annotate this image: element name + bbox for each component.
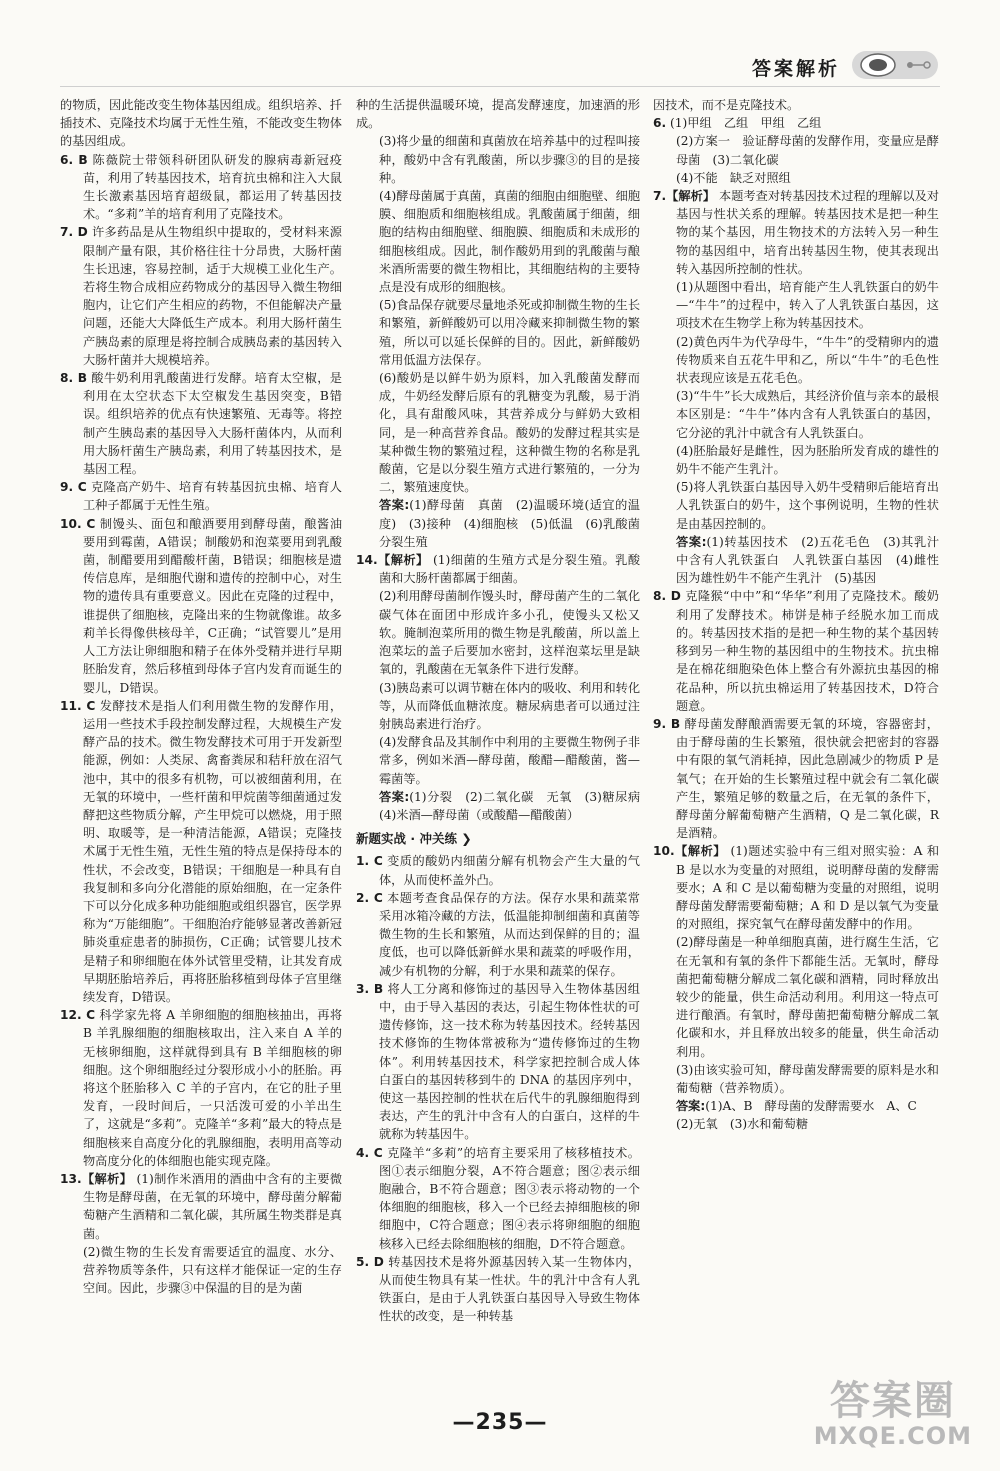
item-text: 变质的酸奶内细菌分解有机物会产生大量的气体，从而使杯盖外凸。 [379,854,640,887]
item-number: 7.【解析】 [653,189,716,204]
sub-paragraph: (3)由该实验可知，酵母菌发酵需要的原料是水和葡萄糖（营养物质）。 [676,1062,939,1095]
item-number: 1. C [356,854,383,869]
paragraph: 因技术，而不是克隆技术。 [653,98,800,112]
item-number: 8. D [653,589,681,604]
item-text: 许多药品是从生物组织中提取的，受材料来源限制产量有限，其价格往往十分昂贵，大肠杆菌生长迅速，容易控制，适于大规模工业化生产。若将生物合成相应药物成分的基因导入微生物细胞内，让它们产生相应的药物，不但能解决产量问题，还能大大降低生产成本。利用大肠杆菌生产胰岛素的原理是将控制合成胰岛素的基因转入大肠杆菌并大规模培养。 [83,225,342,367]
item-number: 6. [653,116,667,131]
item-text: 科学家先将 A 羊卵细胞的细胞核抽出，再将 B 羊乳腺细胞的细胞核取出，注入来自 A 羊的无核卵细胞，这样就得到具有 B 羊细胞核的卵细胞。这个卵细胞经过分裂形成小小的胚胎。再将这个胚胎移入 C 羊的子宫内，在它的肚子里发育，一段时间后，一只活泼可爱的小羊出生了，这就是“多莉”。克隆羊“多莉”最大的特点是细胞核来自高度分化的乳腺细胞，表明用高等动物高度分化的体细胞也能实现克隆。 [83,1008,343,1168]
paragraph: 种的生活提供温暖环境，提高发酵速度，加速酒的形成。 [356,98,640,131]
item-text: 克隆羊“多莉”的培育主要采用了核移植技术。图①表示细胞分裂，A不符合题意；图②表示细胞融合，B不符合题意；图③表示将动物的一个体细胞的细胞核，移入一个已经去掉细胞核的卵细胞中，C符合题意；图④表示将卵细胞的细胞核移入已经去除细胞核的细胞，D不符合题意。 [379,1145,640,1251]
answer-item [653,187,939,278]
item-number: 12. C [60,1008,96,1023]
answer-item [356,551,640,587]
column-right [653,96,952,1134]
answer-label: 答案: [379,789,410,804]
sub-paragraph: (3)“牛牛”长大成熟后，其经济价值与亲本的最根本区别是：“牛牛”体内含有人乳铁蛋白的基因，它分泌的乳汁中就含有人乳铁蛋白。 [676,389,939,440]
sub-paragraph: (4)酵母菌属于真菌，真菌的细胞由细胞壁、细胞膜、细胞质和细胞核组成。乳酸菌属于细菌，细胞的结构由细胞壁、细胞膜、细胞质和未成形的细胞核组成。因此，制作酸奶用到的乳酸菌与酿米酒所需要的微生物相比，其细胞结构的主要特点是没有成形的细胞核。 [379,189,641,295]
item-text: 酸牛奶利用乳酸菌进行发酵。培育太空椒，是利用在太空状态下太空椒发生基因突变，B错误。组织培养的优点有快速繁殖、无毒等。将控制产生胰岛素的基因导入大肠杆菌体内，从而利用大肠杆菌生产胰岛素，利用了转基因技术，是基因工程。 [83,371,342,477]
answer-line [653,1097,939,1115]
item-number: 13.【解析】 [60,1171,133,1186]
column-left [60,96,342,1297]
item-text: (1)甲组 乙组 甲组 乙组 [670,116,822,131]
item-number: 5. D [356,1254,384,1269]
item-number: 14.【解析】 [356,553,429,568]
section-heading: 新题实战 · 冲关练 ❯ [356,831,472,847]
answer-label: 答案: [676,534,707,549]
sub-paragraph: (2)利用酵母菌制作馒头时，酵母菌产生的二氧化碳气体在面团中形成许多小孔，使馒头又松又软。腌制泡菜所用的微生物是乳酸菌，所以盖上泡菜坛的盖子后要加水密封，这样泡菜坛里是缺氧的，乳酸菌在无氧条件下进行发酵。 [379,589,641,677]
answer-item [653,842,939,933]
item-text: 克隆猴“中中”和“华华”利用了克隆技术。酸奶利用了发酵技术。柿饼是柿子经脱水加工而成的。转基因技术指的是把一种生物的某个基因转移到另一种生物的基因组中的生物技术。抗虫棉是在棉花细胞染色体上整合有外源抗虫基因的棉花品种，所以抗虫棉运用了转基因技术，D符合题意。 [676,589,939,713]
answer-item [653,587,939,714]
item-number: 10.【解析】 [653,844,727,859]
column-middle [356,96,653,1326]
watermark-text: 答案圈 [829,1378,956,1424]
sub-paragraph: (4)不能 缺乏对照组 [676,170,791,185]
item-text: 克隆高产奶牛、培育有转基因抗虫棉、培育人工种子都属于无性生殖。 [83,480,342,513]
item-text: (1)制作米酒用的酒曲中含有的主要微生物是酵母菌，在无氧的环境中，酵母菌分解葡萄糖产生酒精和二氧化碳，其所属生物类群是真菌。 [83,1171,343,1241]
sub-paragraph: (2)无氧 (3)水和葡萄糖 [676,1117,809,1132]
watermark-logo [814,1379,972,1449]
item-number: 7. D [60,225,88,240]
answer-text: (1)分裂 (2)二氧化碳 无氧 (3)糖尿病 (4)米酒—酵母菌（或酸醋—醋酸菌） [379,789,653,822]
item-number: 6. B [60,152,88,167]
answer-item [60,369,342,478]
item-text: 本题考查对转基因技术过程的理解以及对基因与性状关系的理解。转基因技术是把一种生物的某个基因，用生物技术的方法转入另一种生物的基因组中，培育出转基因生物，使其表现出转入基因所控制的性状。 [676,189,940,276]
answer-label: 答案: [676,1099,706,1114]
header-rule [60,86,940,87]
item-number: 9. B [653,716,681,731]
item-text: 发酵技术是指人们利用微生物的发酵作用，运用一些技术手段控制发酵过程，大规模生产发酵产品的技术。微生物发酵技术可用于开发新型能源，例如：人类尿、禽畜粪尿和秸秆放在沼气池中，其中的很多有机物，可以被细菌利用，在无氧的环境中，一些杆菌和甲烷菌等细菌通过发酵把这些物质分解，产生甲烷可以燃烧，用于照明、取暖等，是一种清洁能源，A错误；克隆技术属于无性生殖，无性生殖的特点是保持母本的性状，不会改变，B错误；干细胞是一种具有自我复制和多向分化潜能的原始细胞，在一定条件下可以分化成多种功能细胞或组织器官，医学界称为“万能细胞”。干细胞治疗能够显著改善新冠肺炎重症患者的肺损伤，C正确；试管婴儿技术是精子和卵细胞在体外试管里受精，让其发育成早期胚胎培养后，再将胚胎移植到母体子宫里继续发育，D错误。 [83,698,343,1004]
paragraph: 的物质，因此能改变生物体基因组成。组织培养、扦插技术、克隆技术均属于无性生殖，不能改变生物体的基因组成。 [60,98,342,149]
item-number: 2. C [356,890,383,905]
sub-paragraph: (4)发酵食品及其制作中利用的主要微生物例子非常多，例如米酒—酵母菌，酸醋—醋酸菌，酱—霉菌等。 [379,735,641,786]
item-number: 10. C [60,516,96,531]
page-number: —235— [452,1410,548,1435]
page-header [0,48,1000,96]
item-text: 本题考查食品保存的方法。保存水果和蔬菜常采用冰箱冷藏的方法，低温能抑制细菌和真菌等微生物的生长和繁殖，从而达到保鲜的目的；温度低，也可以降低新鲜水果和蔬菜的呼吸作用，减少有机物的分解，利于水果和蔬菜的保存。 [379,890,640,978]
sub-paragraph: (2)方案一 验证酵母菌的发酵作用，变量应是酵母菌 (3)二氧化碳 [676,134,939,167]
sub-paragraph: (3)胰岛素可以调节糖在体内的吸收、利用和转化等，从而降低血糖浓度。糖尿病患者可以通过注射胰岛素进行治疗。 [379,680,641,731]
item-text: 制馒头、面包和酿酒要用到酵母菌，酿酱油要用到霉菌，A错误；制酸奶和泡菜要用到乳酸菌，制醋要用到醋酸杆菌，B错误；细胞核是遗传信息库，是细胞代谢和遗传的控制中心，对生物的遗传具有重要意义。因此在克隆的过程中，谁提供了细胞核，克隆出来的生物就像谁。故多莉羊长得像供核母羊，C正确；“试管婴儿”是用人工方法让卵细胞和精子在体外受精并进行早期胚胎发育，然后移植到母体子宫内发育而诞生的婴儿，D错误。 [83,516,343,695]
answer-text: (1)酵母菌 真菌 (2)温暖环境(适宜的温度) (3)接种 (4)细胞核 (5)低温 (6)乳酸菌 分裂生殖 [379,498,653,549]
watermark-url: MXQE.COM [813,1422,972,1450]
answer-item [653,114,939,132]
sub-paragraph: (2)黄色丙牛为代孕母牛，“牛牛”的受精卵内的遗传物质来自五花牛甲和乙，所以“牛牛”的毛色性状表现应该是五花毛色。 [676,334,939,386]
answer-label: 答案: [379,498,410,513]
item-number: 9. C [60,480,87,495]
item-text: (1)题述实验中有三组对照实验：A 和 B 是以水为变量的对照组，说明酵母菌的发酵需要水；A 和 C 是以葡萄糖为变量的对照组，说明酵母菌发酵需要葡萄糖；A 和 D 是以氧气为变量的对照组，探究氧气在酵母菌发酵中的作用。 [676,844,940,932]
answer-item [356,889,640,980]
item-number: 11. C [60,698,96,713]
answer-item [653,715,939,842]
item-number: 8. B [60,371,88,386]
item-text: 酵母菌发酵酿酒需要无氧的环境，容器密封，由于酵母菌的生长繁殖，很快就会把密封的容器中有限的氧气消耗掉，因此急剧减少的物质 P 是氧气；在开始的生长繁殖过程中就会有二氧化碳产生，繁殖足够的数量之后，在无氧的条件下，酵母菌分解葡萄糖产生酒精，Q 是二氧化碳，R 是酒精。 [676,716,939,841]
header-decoration-icon [852,48,938,82]
answer-item [356,980,640,1144]
answer-text: (1)A、B 酵母菌的发酵需要水 A、C [705,1099,917,1114]
item-text: 转基因技术是将外源基因转入某一生物体内，从而使生物具有某一性状。牛的乳汁中含有人乳铁蛋白，是由于人乳铁蛋白基因导入导致生物体性状的改变，是一种转基 [379,1254,641,1324]
answer-line [653,533,952,588]
sub-paragraph: (5)食品保存就要尽量地杀死或抑制微生物的生长和繁殖，新鲜酸奶可以用冷藏来抑制微生物的繁殖，所以可以延长保鲜的目的。因此，新鲜酸奶常用低温方法保存。 [379,298,641,367]
item-number: 4. C [356,1145,383,1160]
sub-paragraph: (4)胚胎最好是雌性，因为胚胎所发育成的雄性的奶牛不能产生乳汁。 [676,443,939,477]
answer-item [60,151,342,224]
header-title: 答案解析 [751,58,840,80]
sub-paragraph: (1)从题图中看出，培育能产生人乳铁蛋白的奶牛—“牛牛”的过程中，转入了人乳铁蛋白基因，这项技术在生物学上称为转基因技术。 [676,280,939,331]
item-number: 3. B [356,981,384,996]
answer-item [60,515,342,697]
item-text: (1)细菌的生殖方式是分裂生殖。乳酸菌和大肠杆菌都属于细菌。 [379,553,641,586]
answer-line [356,496,653,551]
answer-text: (1)转基因技术 (2)五花毛色 (3)其乳汁中含有人乳铁蛋白 人乳铁蛋白基因 (4)雌性 因为雄性奶牛不能产生乳汁 (5)基因 [676,534,952,586]
item-text: 陈薇院士带领科研团队研发的腺病毒新冠疫苗，利用了转基因技术，培育抗虫棉和注入大鼠生长激素基因培育超级鼠，都运用了转基因技术。“多莉”羊的培育利用了克隆技术。 [83,152,342,222]
answer-item [60,1170,342,1243]
sub-paragraph: (6)酸奶是以鲜牛奶为原料，加入乳酸菌发酵而成，牛奶经发酵后原有的乳糖变为乳酸，易于消化，具有甜酸风味，其营养成分与鲜奶大致相同，是一种高营养食品。酸奶的发酵过程其实是某种微生物的繁殖过程，这种微生物的名称是乳酸菌，它是以分裂生殖方式进行繁殖的，一分为二，繁殖速度快。 [379,371,640,495]
answer-item [60,478,342,514]
sub-paragraph: (2)微生物的生长发育需要适宜的温度、水分、营养物质等条件，只有这样才能保证一定的生存空间。因此，步骤③中保温的目的是为菌 [83,1244,342,1296]
answer-item [356,852,640,888]
answer-line [356,788,653,824]
sub-paragraph: (2)酵母菌是一种单细胞真菌，进行腐生生活，它在无氧和有氧的条件下都能生活。无氧时，酵母菌把葡萄糖分解成二氧化碳和酒精，同时释放出较少的能量，供生命活动利用。利用这一特点可进行酿酒。有氧时，酵母菌把葡萄糖分解成二氧化碳和水，并且释放出较多的能量，供生命活动利用。 [676,935,939,1059]
answer-item [60,1006,342,1170]
answer-item [356,1253,640,1326]
answer-item [60,223,342,369]
sub-paragraph: (5)将人乳铁蛋白基因导入奶牛受精卵后能培育出人乳铁蛋白的奶牛，这个事例说明，生物的性状是由基因控制的。 [676,480,939,531]
answer-item [356,1144,640,1253]
item-text: 将人工分离和修饰过的基因导入生物体基因组中，由于导入基因的表达，引起生物体性状的可遗传修饰，这一技术称为转基因技术。经转基因技术修饰的生物体常被称为“遗传修饰过的生物体”。利用转基因技术，科学家把控制合成人体白蛋白的基因转移到牛的 DNA 的基因序列中，使这一基因控制的性状在后代牛的乳腺细胞得到表达，产生的乳汁中含有人的白蛋白，这样的牛就称为转基因牛。 [379,981,640,1142]
answer-item [60,697,342,1006]
sub-paragraph: (3)将少量的细菌和真菌放在培养基中的过程叫接种，酸奶中含有乳酸菌，所以步骤③的目的是接种。 [379,134,641,185]
